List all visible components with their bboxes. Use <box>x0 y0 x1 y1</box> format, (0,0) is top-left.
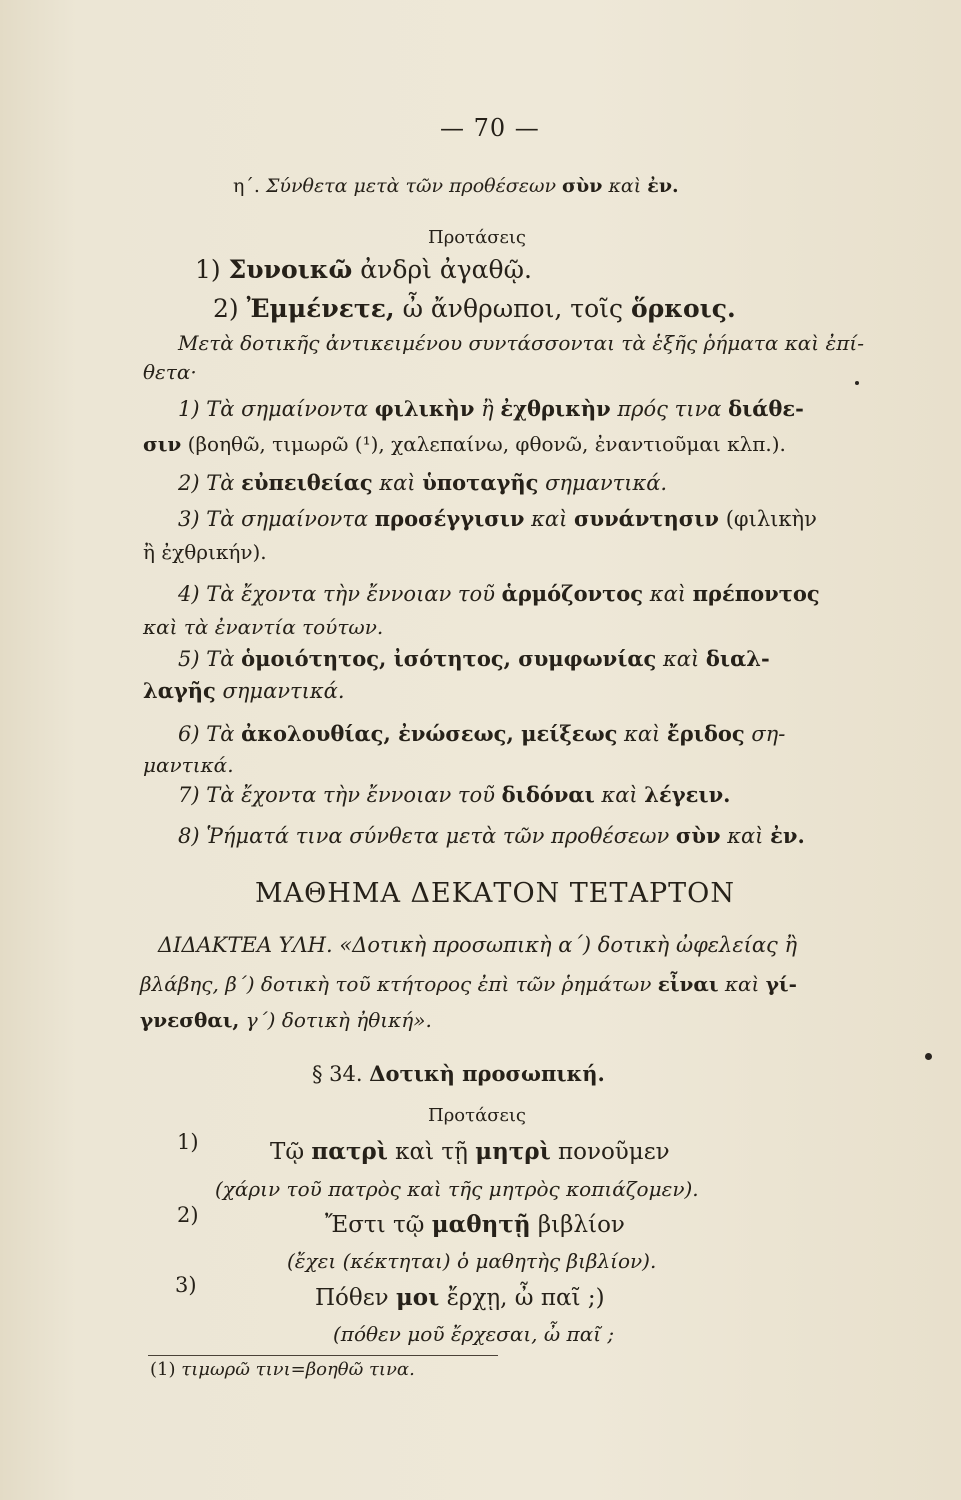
didaktea-line-2 <box>140 974 797 994</box>
item-7 <box>178 784 730 806</box>
item-3-line-2: ἢ ἐχθρικήν). <box>143 540 267 564</box>
section-eta-conj: καὶ <box>608 175 642 197</box>
item-1-b3: διάθε- <box>728 396 804 421</box>
section-eta-heading <box>233 177 679 196</box>
example-1-num: 1) <box>177 1130 199 1154</box>
item-3-d: (φιλικὴν <box>725 507 817 531</box>
didaktea-line-2-d: γί- <box>765 972 797 996</box>
example-2-a: Ἔστι τῷ <box>325 1212 425 1238</box>
item-5-c: καὶ <box>663 647 700 671</box>
item-4-b1: ἁρμόζοντος <box>501 581 644 606</box>
example-1-gloss: (χάριν τοῦ πατρὸς καὶ τῆς μητρὸς κοπιάζομεν). <box>215 1177 699 1201</box>
item-8-num: 8) <box>178 824 200 848</box>
item-5-line-2-text: σημαντικά. <box>222 679 345 703</box>
item-5-b1: ὁμοιότητος, ἰσότητος, συμφωνίας <box>241 646 657 671</box>
item-1-num: 1) <box>178 397 200 421</box>
sentence-2 <box>213 296 736 321</box>
item-5-a: Τὰ <box>206 647 235 671</box>
item-4-a: Τὰ ἔχοντα τὴν ἔννοιαν τοῦ <box>206 582 495 606</box>
item-3-b2: συνάντησιν <box>574 506 720 531</box>
small-dot-mark <box>855 381 859 385</box>
item-7-b2: λέγειν. <box>644 782 731 807</box>
item-1-b2: ἐχθρικὴν <box>500 396 611 421</box>
protaseis-title-2: Προτάσεις <box>428 1105 526 1126</box>
item-3-line-1 <box>178 508 817 530</box>
lesson-heading: ΜΑΘΗΜΑ ΔΕΚΑΤΟΝ ΤΕΤΑΡΤΟΝ <box>255 878 735 909</box>
item-1-d: πρός τινα <box>617 397 722 421</box>
example-2-gloss: (ἔχει (κέκτηται) ὁ μαθητὴς βιβλίον). <box>287 1249 657 1273</box>
sentence-1-rest: ἀνδρὶ ἀγαθῷ. <box>360 255 532 284</box>
section-34-label: § 34. <box>312 1062 363 1086</box>
section-eta-text: Σύνθετα μετὰ τῶν προθέσεων <box>265 175 556 197</box>
item-7-b1: διδόναι <box>501 782 595 807</box>
item-1-line-2 <box>143 434 786 454</box>
footnote <box>150 1361 415 1379</box>
section-eta-en: ἐν. <box>647 175 679 197</box>
item-3-c: καὶ <box>531 507 568 531</box>
didaktea-line-1 <box>158 935 797 956</box>
didaktea-line-3 <box>140 1010 432 1030</box>
sentence-2-mid: ὦ ἄνθρωποι, τοῖς <box>402 294 623 323</box>
item-5-line-1 <box>178 648 770 670</box>
sentence-1-num: 1) <box>195 255 221 284</box>
example-3 <box>315 1286 605 1310</box>
item-4-c: καὶ <box>649 582 686 606</box>
didaktea-label: ΔΙΔΑΚΤΕΑ ΥΛΗ. <box>158 933 333 957</box>
footnote-text: τιμωρῶ τινι=βοηθῶ τινα. <box>181 1359 415 1380</box>
item-4-line-1 <box>178 583 820 605</box>
item-3-a: Τὰ σημαίνοντα <box>206 507 369 531</box>
sentence-1 <box>195 257 532 282</box>
example-1-b1: πατρὶ <box>311 1138 388 1165</box>
item-6-num: 6) <box>178 722 200 746</box>
section-eta-label: η΄. <box>233 175 260 197</box>
item-8-b1: σὺν <box>675 823 721 848</box>
section-34-title: Δοτικὴ προσωπική. <box>369 1061 605 1086</box>
item-2-a: Τὰ <box>206 471 235 495</box>
item-1-c: ἢ <box>481 397 494 421</box>
item-5-line-2-bold: λαγῆς <box>143 678 216 703</box>
item-1-line-2-bold: σιν <box>143 432 182 456</box>
didaktea-line-2-a: βλάβης, β΄) δοτικὴ τοῦ κτήτορος ἐπὶ τῶν ῥημάτων <box>140 972 652 996</box>
footnote-num: (1) <box>150 1359 176 1380</box>
item-7-num: 7) <box>178 783 200 807</box>
item-1-b1: φιλικὴν <box>374 396 475 421</box>
example-3-c: ἔρχῃ, ὦ παῖ ;) <box>446 1285 605 1311</box>
item-6-c: καὶ <box>624 722 661 746</box>
item-1-line-1 <box>178 398 804 420</box>
item-6-line-2: μαντικά. <box>143 753 234 777</box>
item-6-b2: ἔριδος <box>666 721 745 746</box>
section-eta-syn: σὺν <box>562 175 603 197</box>
didaktea-line-2-b: εἶναι <box>657 972 719 996</box>
item-3-num: 3) <box>178 507 200 531</box>
intro-line-1: Μετὰ δοτικῆς ἀντικειμένου συντάσσονται τὰ ἑξῆς ῥήματα καὶ ἐπί- <box>178 331 864 355</box>
item-2-num: 2) <box>178 471 200 495</box>
item-8-c: καὶ <box>727 824 764 848</box>
example-1-a: Τῷ <box>270 1139 305 1165</box>
item-8 <box>178 825 805 847</box>
example-3-a: Πόθεν <box>315 1285 389 1311</box>
protaseis-title-1: Προτάσεις <box>428 227 526 248</box>
item-2-d: σημαντικά. <box>545 471 668 495</box>
item-6-d: ση- <box>751 722 786 746</box>
item-5-line-2 <box>143 680 345 702</box>
example-2-num: 2) <box>177 1203 199 1227</box>
item-2-c: καὶ <box>379 471 416 495</box>
sentence-2-bold: Ἐμμένετε, <box>246 294 395 323</box>
item-3-b1: προσέγγισιν <box>374 506 525 531</box>
example-1-b2: μητρὶ <box>475 1138 551 1165</box>
item-1-a: Τὰ σημαίνοντα <box>206 397 369 421</box>
sentence-2-num: 2) <box>213 294 239 323</box>
example-3-gloss: (πόθεν μοῦ ἔρχεσαι, ὦ παῖ ; <box>333 1322 615 1346</box>
item-6-b1: ἀκολουθίας, ἐνώσεως, μείξεως <box>241 721 618 746</box>
margin-dot-mark <box>925 1053 932 1060</box>
example-3-num: 3) <box>175 1273 197 1297</box>
example-3-b: μοι <box>395 1284 440 1311</box>
item-7-a: Τὰ ἔχοντα τὴν ἔννοιαν τοῦ <box>206 783 495 807</box>
example-2-b: μαθητῇ <box>431 1211 531 1238</box>
sentence-2-bold2: ὅρκοις. <box>630 294 736 323</box>
example-1 <box>270 1140 670 1164</box>
didaktea-line-2-c: καὶ <box>724 972 760 996</box>
item-4-b2: πρέποντος <box>692 581 820 606</box>
sentence-1-bold: Συνοικῶ <box>228 255 353 284</box>
item-2 <box>178 472 667 494</box>
intro-line-2: θετα· <box>143 360 197 384</box>
example-2 <box>325 1213 625 1237</box>
didaktea-line-1-text: «Δοτικὴ προσωπικὴ α΄) δοτικὴ ὠφελείας ἢ <box>339 933 798 957</box>
item-8-a: Ῥήματά τινα σύνθετα μετὰ τῶν προθέσεων <box>206 824 670 848</box>
item-1-line-2-text: (βοηθῶ, τιμωρῶ (¹), χαλεπαίνω, φθονῶ, ἐναντιοῦμαι κλπ.). <box>187 432 786 456</box>
page-number: — 70 — <box>440 114 540 142</box>
item-2-b1: εὐπειθείας <box>241 470 373 495</box>
didaktea-line-3-text: γ΄) δοτικὴ ἠθική». <box>245 1008 432 1032</box>
didaktea-line-3-bold: γνεσθαι, <box>140 1008 240 1032</box>
footnote-rule <box>148 1355 498 1356</box>
item-4-num: 4) <box>178 582 200 606</box>
item-4-line-2: καὶ τὰ ἐναντία τούτων. <box>143 615 384 639</box>
example-1-d: πονοῦμεν <box>558 1139 670 1165</box>
section-34-heading <box>312 1063 605 1085</box>
example-2-c: βιβλίον <box>537 1212 625 1238</box>
example-1-c: καὶ τῇ <box>395 1139 468 1165</box>
item-6-line-1 <box>178 723 785 745</box>
item-5-b2: διαλ- <box>705 646 770 671</box>
item-2-b2: ὑποταγῆς <box>422 470 539 495</box>
item-6-a: Τὰ <box>206 722 235 746</box>
item-7-c: καὶ <box>601 783 638 807</box>
item-8-b2: ἐν. <box>770 823 805 848</box>
item-5-num: 5) <box>178 647 200 671</box>
